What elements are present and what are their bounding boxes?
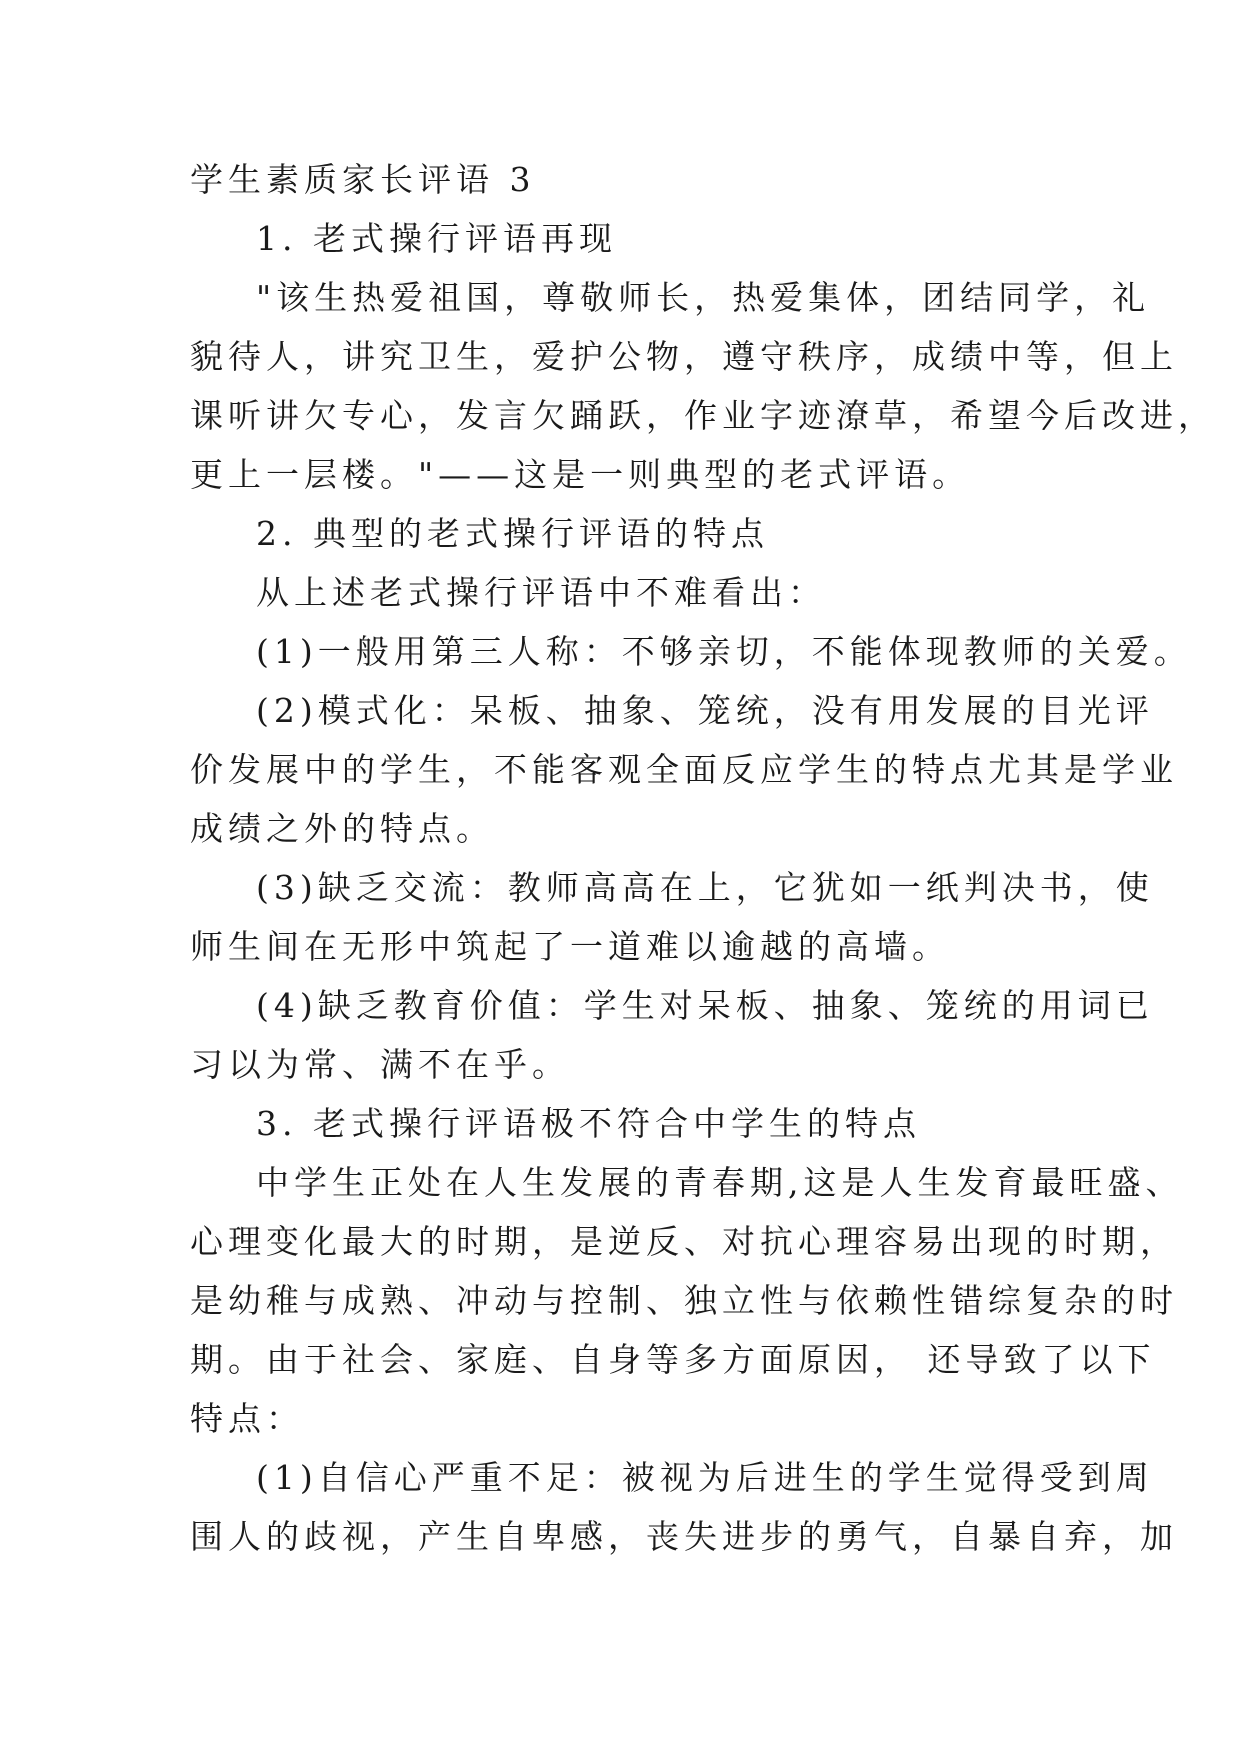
section-heading: 1. 老式操行评语再现 <box>256 219 617 258</box>
paragraph-line: 貌待人，讲究卫生，爱护公物，遵守秩序，成绩中等，但上 <box>190 337 1178 376</box>
paragraph-line: 课听讲欠专心，发言欠踊跃，作业字迹潦草，希望今后改进， <box>190 396 1216 435</box>
list-item-line: (4)缺乏教育价值：学生对呆板、抽象、笼统的用词已 <box>256 986 1154 1025</box>
paragraph-line: 师生间在无形中筑起了一道难以逾越的高墙。 <box>190 927 950 966</box>
list-item-line: (1)一般用第三人称：不够亲切，不能体现教师的关爱。 <box>256 632 1192 671</box>
paragraph-line: 心理变化最大的时期，是逆反、对抗心理容易出现的时期， <box>190 1222 1178 1261</box>
list-item-line: (2)模式化：呆板、抽象、笼统，没有用发展的目光评 <box>256 691 1154 730</box>
paragraph-line: 中学生正处在人生发展的青春期,这是人生发育最旺盛、 <box>256 1163 1184 1202</box>
section-heading: 2. 典型的老式操行评语的特点 <box>256 514 769 553</box>
paragraph-line: 习以为常、满不在乎。 <box>190 1045 570 1084</box>
paragraph-line: "该生热爱祖国，尊敬师长，热爱集体，团结同学，礼 <box>256 278 1151 317</box>
paragraph-line: 特点： <box>190 1399 304 1438</box>
section-heading: 3. 老式操行评语极不符合中学生的特点 <box>256 1104 921 1143</box>
document-body <box>190 150 1216 1566</box>
paragraph-line: 围人的歧视，产生自卑感，丧失进步的勇气，自暴自弃，加 <box>190 1517 1178 1556</box>
paragraph-line: 从上述老式操行评语中不难看出： <box>256 573 826 612</box>
list-item-line: (1)自信心严重不足：被视为后进生的学生觉得受到周 <box>256 1458 1154 1497</box>
paragraph-line: 更上一层楼。"——这是一则典型的老式评语。 <box>190 455 971 494</box>
paragraph-line: 期。由于社会、家庭、自身等多方面原因， 还导致了以下 <box>190 1340 1156 1379</box>
paragraph-line: 是幼稚与成熟、冲动与控制、独立性与依赖性错综复杂的时 <box>190 1281 1178 1320</box>
paragraph-line: 成绩之外的特点。 <box>190 809 494 848</box>
paragraph-line: 价发展中的学生，不能客观全面反应学生的特点尤其是学业 <box>190 750 1178 789</box>
list-item-line: (3)缺乏交流：教师高高在上，它犹如一纸判决书，使 <box>256 868 1154 907</box>
document-title: 学生素质家长评语 3 <box>190 160 536 199</box>
